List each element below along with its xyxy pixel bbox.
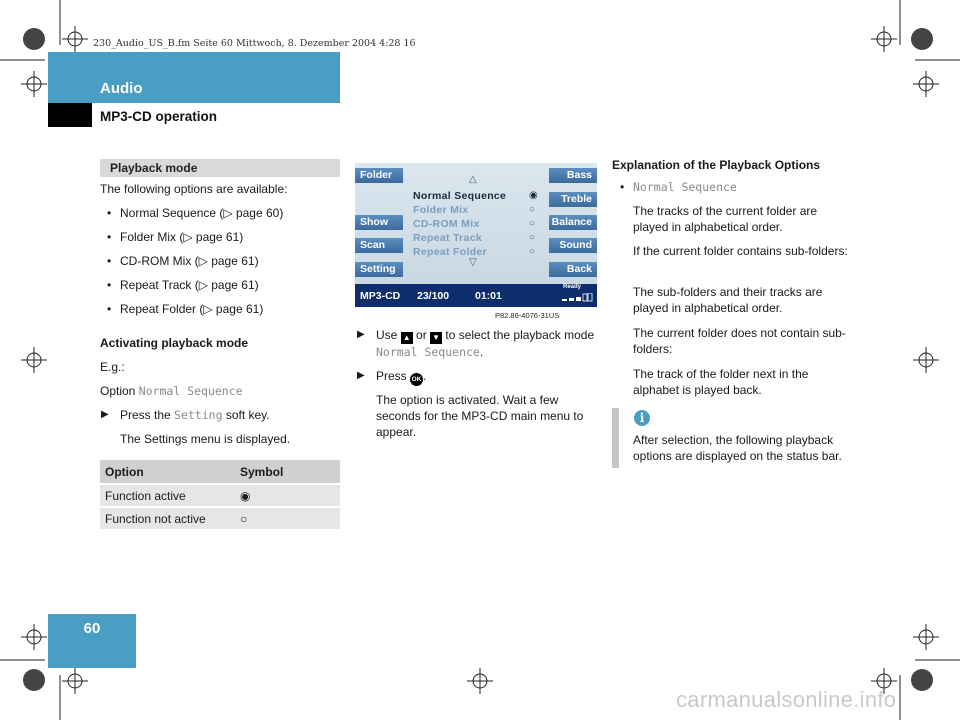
softkey-show[interactable]: Show [355,215,403,230]
softkey-sound[interactable]: Sound [549,238,597,253]
step-press-ok: ▶ Press OK . [376,368,426,386]
status-source: MP3-CD [360,290,401,302]
radio-inactive-icon: ○ [529,246,536,257]
radio-inactive-icon: ○ [529,232,536,243]
explanation-para: If the current folder contains sub-folders: [633,244,848,258]
softkey-balance[interactable]: Balance [549,215,597,230]
step-press-setting: ▶ Press the Setting soft key. [101,408,270,422]
section-bar [100,159,340,177]
info-icon: i [634,410,650,426]
figure-caption: P82.86-4076-31US [495,311,560,320]
page-number: 60 [83,620,101,637]
softkey-setting[interactable]: Setting [355,262,403,277]
softkey-bass[interactable]: Bass [549,168,597,183]
softkey-treble[interactable]: Treble [549,192,597,207]
menu-item-folder-mix[interactable]: Folder Mix [413,204,469,216]
option-item: • Folder Mix (▷ page 61) [120,229,243,245]
explanation-para: The current folder does not contain sub-folders: [633,326,846,356]
table-header-row [100,460,340,484]
explanation-para: The tracks of the current folder are played in alphabetical order. [633,204,818,234]
option-item: • Repeat Folder (▷ page 61) [120,301,263,317]
chapter-title: Audio [100,80,143,97]
step-result: The Settings menu is displayed. [120,432,291,446]
header-bar [48,52,340,103]
menu-item-normal-sequence[interactable]: Normal Sequence [413,190,507,202]
up-key-icon: ▲ [401,332,413,344]
mode-value: Normal Sequence [376,345,480,359]
intro-text: The following options are available: [100,182,288,196]
option-prefix: Option [100,384,139,398]
explanation-bullet: • Normal Sequence [633,179,737,195]
activating-heading: Activating playback mode [100,336,249,350]
softkey-back[interactable]: Back [549,262,597,277]
header-tab [48,103,92,127]
explanation-para: The track of the folder next in the alphabet is played back. [633,367,809,397]
table-row [100,484,340,507]
file-header: 230_Audio_US_B.fm Seite 60 Mittwoch, 8. Dezember 2004 4:28 16 [93,38,416,49]
signal-strength-icon [561,293,593,303]
info-bar [612,408,619,468]
step-use-arrows: ▶ Use ▲ or ▼ to select the playback mode Normal Sequence. [357,328,595,359]
scroll-down-icon[interactable]: ▽ [469,257,477,268]
table-header: Symbol [235,460,340,484]
symbol-table [100,460,340,529]
radio-inactive-icon: ○ [235,507,340,529]
status-ready: Ready [563,284,582,290]
explanation-heading: Explanation of the Playback Options [612,158,821,172]
ok-key-icon: OK [410,373,423,386]
status-time: 01:01 [475,290,502,302]
radio-active-icon: ◉ [235,484,340,507]
info-text: After selection, the following playback options are displayed on the status bar. [633,433,842,463]
table-cell: Function active [100,484,235,507]
menu-item-cdrom-mix[interactable]: CD-ROM Mix [413,218,480,230]
eg-label: E.g.: [100,360,125,374]
step-arrow-icon: ▶ [101,409,109,420]
option-item: • CD-ROM Mix (▷ page 61) [120,253,259,269]
section-title: Playback mode [110,161,198,175]
press-result: The option is activated. Wait a few seconds for the MP3-CD main menu to appear. [376,393,584,439]
step-arrow-icon: ▶ [357,329,365,340]
watermark: carmanualsonline.info [676,687,897,712]
option-item: • Normal Sequence (▷ page 60) [120,205,283,221]
radio-active-icon: ◉ [529,190,538,201]
table-header: Option [100,460,235,484]
table-cell: Function not active [100,507,235,529]
menu-item-repeat-track[interactable]: Repeat Track [413,232,482,244]
down-key-icon: ▼ [430,332,442,344]
table-row [100,507,340,529]
explanation-para: The sub-folders and their tracks are played in alphabetical order. [633,285,823,315]
option-line [100,383,243,399]
radio-inactive-icon: ○ [529,204,536,215]
radio-inactive-icon: ○ [529,218,536,229]
status-bar [355,284,597,307]
scroll-up-icon[interactable]: △ [469,174,477,185]
step-arrow-icon: ▶ [357,370,365,381]
softkey-scan[interactable]: Scan [355,238,403,253]
option-item: • Repeat Track (▷ page 61) [120,277,259,293]
status-track: 23/100 [417,290,450,302]
audio-screen [355,163,597,307]
option-value: Normal Sequence [138,384,243,398]
section-subtitle: MP3-CD operation [100,109,218,124]
softkey-folder[interactable]: Folder [355,168,403,183]
menu-item-repeat-folder[interactable]: Repeat Folder [413,246,487,258]
setting-key-label: Setting [174,408,223,422]
